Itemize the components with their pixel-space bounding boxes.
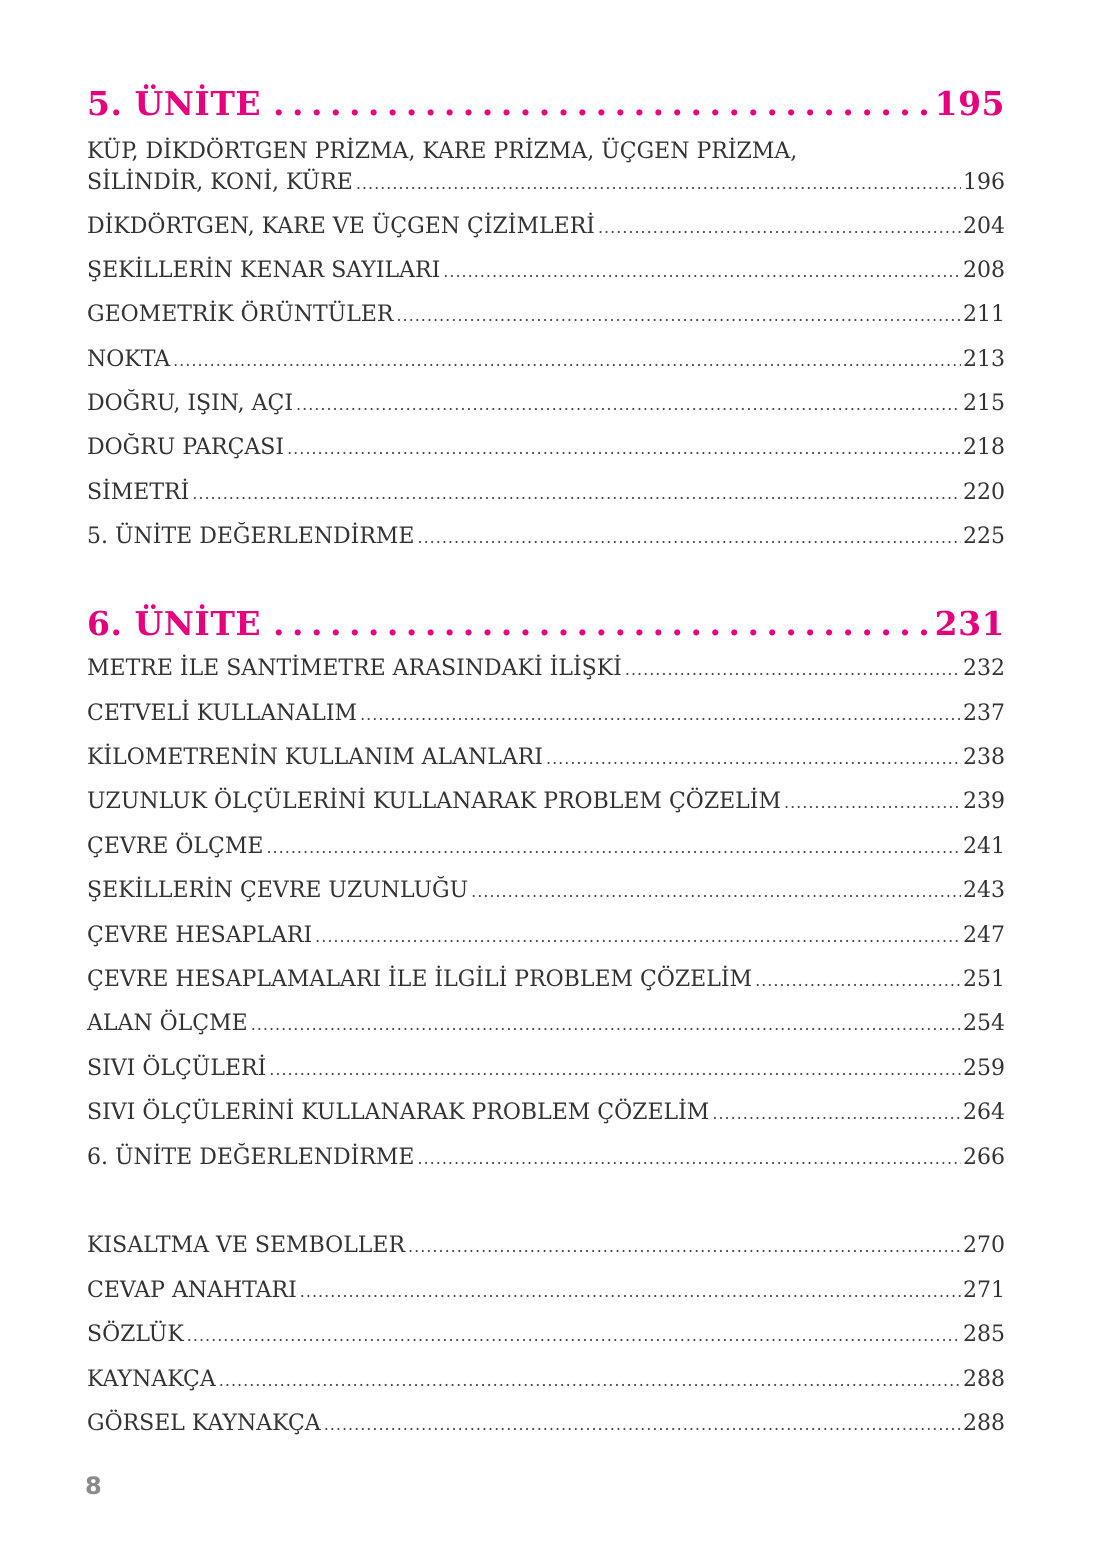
entry-page: 243 bbox=[963, 878, 1005, 903]
entry-page: 220 bbox=[963, 480, 1005, 505]
entry-label: ÇEVRE HESAPLAMALARI İLE İLGİLİ PROBLEM ÇÖZELİM bbox=[87, 967, 753, 992]
entry-page: 211 bbox=[963, 302, 1005, 327]
toc-entry[interactable] bbox=[87, 214, 1005, 246]
entry-label: CETVELİ KULLANALIM bbox=[87, 701, 358, 726]
toc-entry[interactable] bbox=[87, 1278, 1005, 1310]
dot-leader bbox=[287, 435, 961, 460]
toc-entry[interactable] bbox=[87, 1233, 1005, 1265]
dot-leader bbox=[219, 1367, 961, 1392]
entry-label: UZUNLUK ÖLÇÜLERİNİ KULLANARAK PROBLEM ÇÖZELİM bbox=[87, 789, 781, 814]
toc-entry[interactable] bbox=[87, 1011, 1005, 1043]
entry-page: 259 bbox=[963, 1056, 1005, 1081]
dot-leader bbox=[712, 1100, 961, 1125]
entry-page: 288 bbox=[963, 1367, 1005, 1392]
dot-leader bbox=[755, 967, 961, 992]
entry-page: 204 bbox=[963, 214, 1005, 239]
entry-label: KAYNAKÇA bbox=[87, 1367, 216, 1392]
dot-leader bbox=[315, 923, 961, 948]
dot-leader bbox=[418, 524, 962, 549]
entry-label: 6. ÜNİTE DEĞERLENDİRME bbox=[87, 1145, 415, 1170]
entry-page: 213 bbox=[963, 347, 1005, 372]
entry-label: ŞEKİLLERİN ÇEVRE UZUNLUĞU bbox=[87, 878, 469, 903]
dot-leader bbox=[356, 170, 961, 195]
entry-page: 271 bbox=[963, 1278, 1005, 1303]
toc-entry-line[interactable]: KÜP, DİKDÖRTGEN PRİZMA, KARE PRİZMA, ÜÇGEN PRİZMA, bbox=[87, 139, 798, 164]
entry-page: 288 bbox=[963, 1411, 1005, 1436]
dot-leader bbox=[598, 214, 961, 239]
toc-entry[interactable] bbox=[87, 701, 1005, 733]
unit-title: 6. ÜNİTE bbox=[87, 604, 262, 643]
entry-page: 225 bbox=[963, 524, 1005, 549]
dot-leader bbox=[273, 604, 931, 643]
entry-page: 254 bbox=[963, 1011, 1005, 1036]
entry-label: ÇEVRE HESAPLARI bbox=[87, 923, 313, 948]
toc-entry[interactable] bbox=[87, 923, 1005, 955]
dot-leader bbox=[443, 258, 961, 283]
dot-leader bbox=[251, 1011, 961, 1036]
entry-page: 218 bbox=[963, 435, 1005, 460]
entry-label: CEVAP ANAHTARI bbox=[87, 1278, 297, 1303]
entry-page: 266 bbox=[963, 1145, 1005, 1170]
toc-entry[interactable] bbox=[87, 656, 1005, 688]
entry-label: DİKDÖRTGEN, KARE VE ÜÇGEN ÇİZİMLERİ bbox=[87, 214, 595, 239]
toc-entry[interactable] bbox=[87, 302, 1005, 334]
dot-leader bbox=[396, 302, 961, 327]
toc-entry[interactable] bbox=[87, 834, 1005, 866]
toc-entry[interactable] bbox=[87, 967, 1005, 999]
entry-page: 196 bbox=[963, 170, 1005, 195]
entry-page: 238 bbox=[963, 745, 1005, 770]
dot-leader bbox=[300, 1278, 961, 1303]
toc-entry[interactable] bbox=[87, 1100, 1005, 1132]
entry-label: GÖRSEL KAYNAKÇA bbox=[87, 1411, 321, 1436]
toc-entry[interactable] bbox=[87, 524, 1005, 556]
toc-entry[interactable] bbox=[87, 1145, 1005, 1177]
toc-entry[interactable] bbox=[87, 1411, 1005, 1443]
entry-page: 251 bbox=[963, 967, 1005, 992]
entry-label: METRE İLE SANTİMETRE ARASINDAKİ İLİŞKİ bbox=[87, 656, 622, 681]
toc-entry[interactable] bbox=[87, 1056, 1005, 1088]
entry-page: 285 bbox=[963, 1322, 1005, 1347]
dot-leader bbox=[784, 789, 961, 814]
entry-label: ŞEKİLLERİN KENAR SAYILARI bbox=[87, 258, 441, 283]
entry-label: SİMETRİ bbox=[87, 480, 190, 505]
toc-entry[interactable] bbox=[87, 480, 1005, 512]
dot-leader bbox=[296, 391, 961, 416]
entry-label: DOĞRU PARÇASI bbox=[87, 435, 285, 460]
dot-leader bbox=[408, 1233, 961, 1258]
entry-label: DOĞRU, IŞIN, AÇI bbox=[87, 391, 294, 416]
entry-label: SÖZLÜK bbox=[87, 1322, 184, 1347]
dot-leader bbox=[546, 745, 961, 770]
entry-page: 232 bbox=[963, 656, 1005, 681]
dot-leader bbox=[269, 1056, 961, 1081]
entry-page: 270 bbox=[963, 1233, 1005, 1258]
toc-entry[interactable] bbox=[87, 878, 1005, 910]
dot-leader bbox=[418, 1145, 962, 1170]
dot-leader bbox=[187, 1322, 961, 1347]
unit-6-heading[interactable] bbox=[87, 604, 1005, 648]
dot-leader bbox=[192, 480, 961, 505]
entry-page: 239 bbox=[963, 789, 1005, 814]
dot-leader bbox=[625, 656, 961, 681]
entry-page: 241 bbox=[963, 834, 1005, 859]
toc-entry[interactable] bbox=[87, 435, 1005, 467]
toc-entry[interactable] bbox=[87, 391, 1005, 423]
entry-page: 237 bbox=[963, 701, 1005, 726]
toc-entry[interactable] bbox=[87, 170, 1005, 202]
toc-entry[interactable] bbox=[87, 745, 1005, 777]
entry-page: 208 bbox=[963, 258, 1005, 283]
dot-leader bbox=[324, 1411, 961, 1436]
entry-label: SİLİNDİR, KONİ, KÜRE bbox=[87, 170, 353, 195]
entry-label: 5. ÜNİTE DEĞERLENDİRME bbox=[87, 524, 415, 549]
toc-entry[interactable] bbox=[87, 258, 1005, 290]
entry-label: KISALTMA VE SEMBOLLER bbox=[87, 1233, 406, 1258]
unit-page: 231 bbox=[934, 604, 1005, 643]
unit-page: 195 bbox=[934, 84, 1005, 123]
toc-entry[interactable] bbox=[87, 789, 1005, 821]
entry-label: KİLOMETRENİN KULLANIM ALANLARI bbox=[87, 745, 543, 770]
entry-label: SIVI ÖLÇÜLERİ bbox=[87, 1056, 267, 1081]
unit-5-heading[interactable] bbox=[87, 84, 1005, 128]
page-number: 8 bbox=[85, 1472, 102, 1500]
entry-label: ALAN ÖLÇME bbox=[87, 1011, 248, 1036]
entry-page: 215 bbox=[963, 391, 1005, 416]
dot-leader bbox=[360, 701, 961, 726]
entry-label: SIVI ÖLÇÜLERİNİ KULLANARAK PROBLEM ÇÖZELİM bbox=[87, 1100, 710, 1125]
entry-label: ÇEVRE ÖLÇME bbox=[87, 834, 264, 859]
entry-page: 247 bbox=[963, 923, 1005, 948]
toc-entry[interactable] bbox=[87, 1367, 1005, 1399]
dot-leader bbox=[273, 84, 931, 123]
unit-title: 5. ÜNİTE bbox=[87, 84, 262, 123]
dot-leader bbox=[173, 347, 961, 372]
entry-label: NOKTA bbox=[87, 347, 171, 372]
dot-leader bbox=[266, 834, 961, 859]
toc-entry[interactable] bbox=[87, 1322, 1005, 1354]
entry-page: 264 bbox=[963, 1100, 1005, 1125]
toc-entry[interactable] bbox=[87, 347, 1005, 379]
entry-label: GEOMETRİK ÖRÜNTÜLER bbox=[87, 302, 394, 327]
dot-leader bbox=[471, 878, 961, 903]
